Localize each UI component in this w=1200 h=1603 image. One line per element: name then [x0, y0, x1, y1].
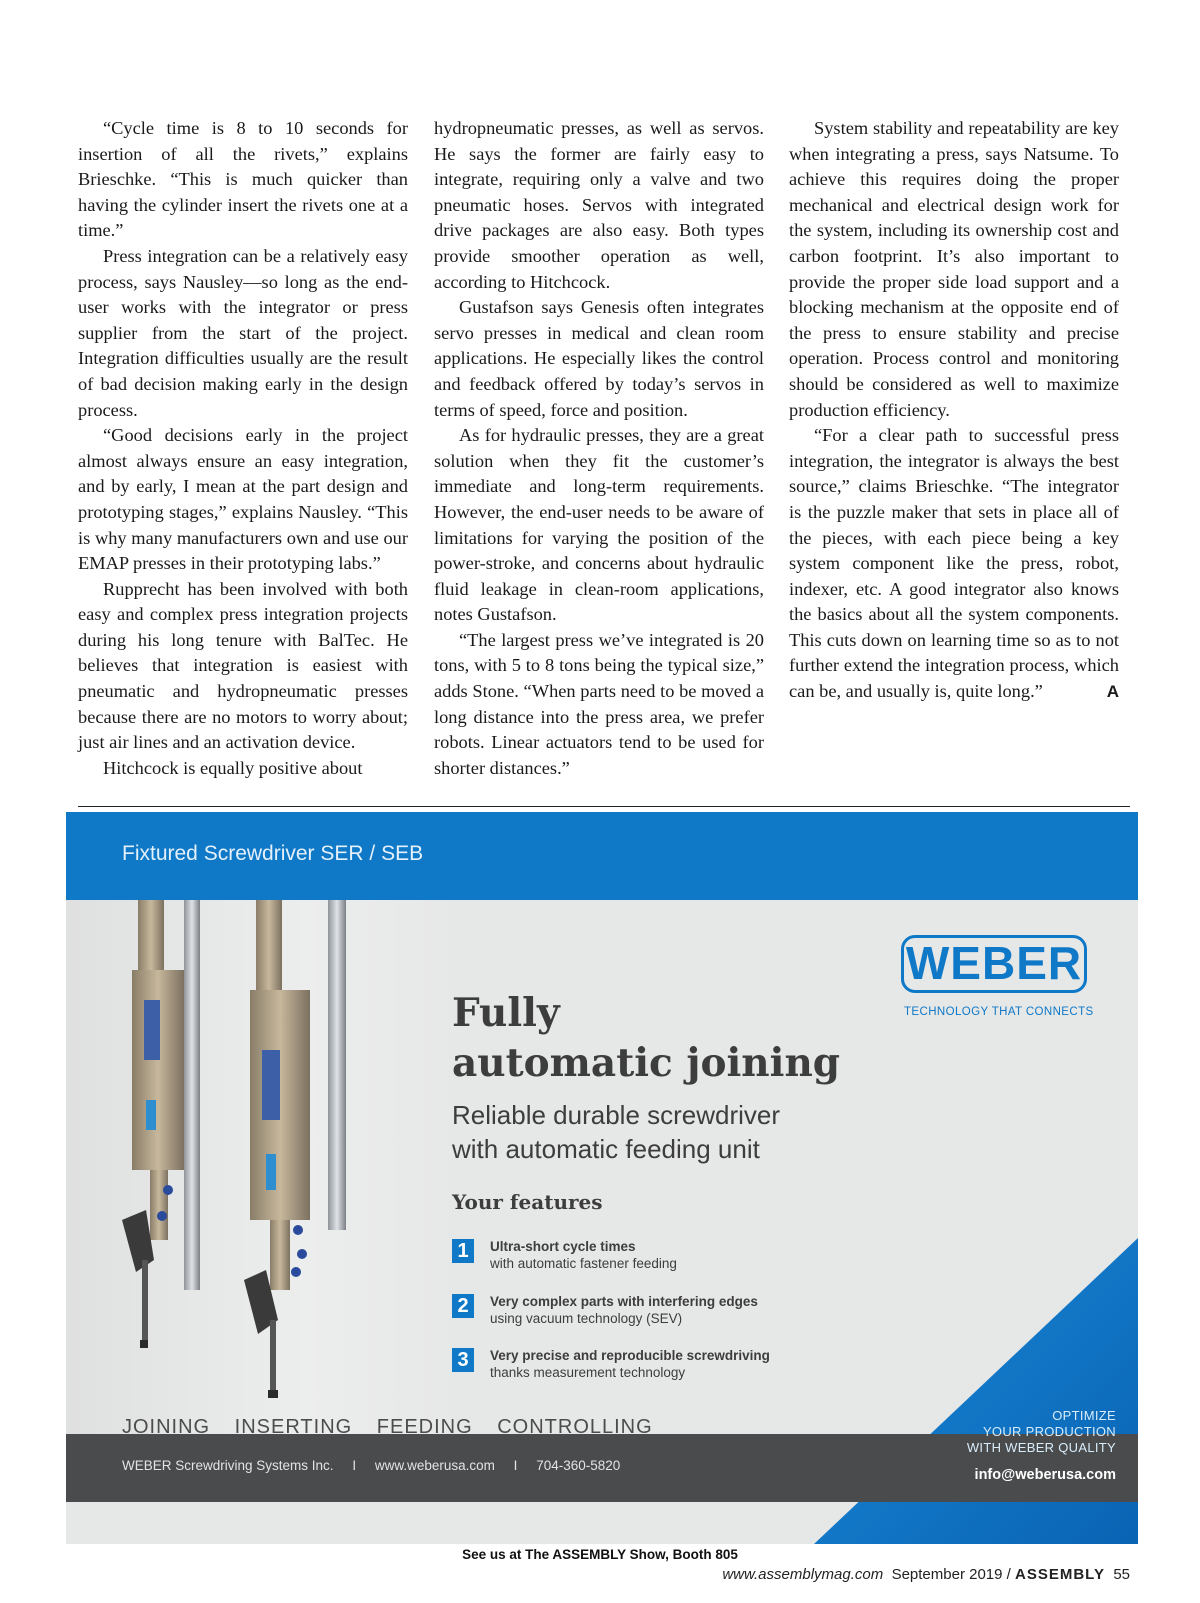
feature-number: 3: [452, 1348, 474, 1372]
page-footer: [722, 1566, 1130, 1583]
paragraph: Hitchcock is equally positive about: [103, 757, 363, 778]
slogan-line: OPTIMIZE: [1052, 1408, 1116, 1423]
paragraph: Gustafson says Genesis often integrates servo presses in medical and clean room applications. He especially likes the control and feedback offered by today’s servos in terms of speed, force and position.: [434, 297, 764, 420]
feature-text: [490, 1293, 758, 1327]
slogan-line: YOUR PRODUCTION: [982, 1424, 1116, 1439]
feature-bold: Very precise and reproducible screwdriving: [490, 1348, 770, 1363]
ad-footer-contact: [122, 1458, 620, 1473]
paragraph-text: “For a clear path to successful press integration, the integrator is always the best source,” claims Brieschke. “The integrator is the puzzle maker that sets in place all of the pieces, with each piece being a key system component like the press, robot, indexer, etc. A good integrator also knows the basics about all the system components. This cuts down on learning time so as to not further extend the integration process, which can be, and usually is, quite long.”: [789, 425, 1119, 702]
paragraph: “Cycle time is 8 to 10 seconds for insertion of all the rivets,” explains Brieschke. “This is much quicker than having the cylinder insert the rivets one at a time.”: [78, 118, 408, 241]
paragraph: Rupprecht has been involved with both easy and complex press integration projects during his long tenure with BalTec. He believes that integration is easiest with pneumatic and hydropneumatic presses because there are no motors to worry about; just air lines and an activation device.: [78, 578, 408, 753]
article-column-2: [434, 116, 764, 781]
screwdriver-product-photo: [66, 900, 466, 1440]
paragraph: [789, 423, 1119, 705]
booth-line: See us at The ASSEMBLY Show, Booth 805: [462, 1547, 738, 1562]
feature-bold: Very complex parts with interfering edges: [490, 1294, 758, 1309]
paragraph: As for hydraulic presses, they are a great solution when they fit the customer’s immediate and long-term requirements. However, the end-user needs to be aware of limitations for varying the position of the power-stroke, and concerns about hydraulic fluid leakage in clean-room applications, notes Gustafson.: [434, 425, 764, 625]
feature-text: [490, 1238, 677, 1272]
subhead-line-2: with automatic feeding unit: [452, 1134, 760, 1164]
slash: /: [1006, 1566, 1011, 1583]
article-column-3: [789, 116, 1119, 705]
separator: I: [513, 1458, 518, 1473]
slogan-line: WITH WEBER QUALITY: [966, 1440, 1116, 1455]
weber-logo[interactable]: WEBER: [901, 935, 1087, 993]
subhead-line-1: Reliable durable screwdriver: [452, 1100, 781, 1130]
feature-number: 1: [452, 1239, 474, 1263]
feature-bold: Ultra-short cycle times: [490, 1239, 636, 1254]
headline-line-2: automatic joining: [452, 1040, 841, 1086]
logo-tagline: TECHNOLOGY THAT CONNECTS: [904, 1006, 1094, 1018]
feature-text: [490, 1347, 770, 1381]
page-number: 55: [1113, 1566, 1130, 1583]
paragraph: “Good decisions early in the project almost always ensure an easy integration, and by early, I mean at the part design and prototyping stages,” explains Nausley. “This is why many manufacturers own and use our EMAP presses in their prototyping labs.”: [78, 425, 408, 574]
company-name: WEBER Screwdriving Systems Inc.: [122, 1458, 334, 1473]
features-title: Your features: [452, 1190, 603, 1214]
screwdriver-illustration: [66, 900, 466, 1440]
headline-line-1: Fully: [452, 990, 560, 1036]
ad-categories: JOINING INSERTING FEEDING CONTROLLING: [122, 1416, 653, 1438]
optimize-slogan: [936, 1408, 1116, 1456]
paragraph: System stability and repeatability are key when integrating a press, says Natsume. To achieve this requires doing the proper mechanical and electrical design work for the system, including its ownership cost and carbon footprint. It’s also important to provide the proper side load support and a blocking mechanism at the opposite end of the press to ensure stability and precise operation. Process control and monitoring should be considered as well to maximize production efficiency.: [789, 118, 1119, 420]
feature-number: 2: [452, 1294, 474, 1318]
ad-product-title: Fixtured Screwdriver SER / SEB: [122, 842, 424, 865]
end-mark: A: [1106, 682, 1119, 702]
article-column-1: [78, 116, 408, 781]
paragraph: Press integration can be a relatively easy process, says Nausley—so long as the end-user works with the integrator or press supplier from the start of the project. Integration difficulties usually are the result of bad decision making early in the design process.: [78, 245, 408, 420]
paragraph: “The largest press we’ve integrated is 20 tons, with 5 to 8 tons being the typical size,” adds Stone. “When parts need to be moved a long distance into the press area, we prefer robots. Linear actuators tend to be used for shorter distances.”: [434, 629, 764, 778]
feature-desc: thanks measurement technology: [490, 1365, 686, 1380]
site-url: www.assemblymag.com: [722, 1566, 884, 1583]
separator: I: [352, 1458, 357, 1473]
phone-number: 704-360-5820: [536, 1458, 621, 1473]
issue-date: September 2019: [891, 1566, 1003, 1583]
divider-rule: [78, 806, 1130, 807]
ad-subhead: [452, 1098, 780, 1166]
magazine-name: ASSEMBLY: [1015, 1566, 1105, 1583]
feature-desc: using vacuum technology (SEV): [490, 1311, 683, 1326]
ad-headline: [452, 988, 840, 1088]
feature-desc: with automatic fastener feeding: [490, 1256, 677, 1271]
weber-advertisement[interactable]: [66, 812, 1138, 1544]
email-link[interactable]: info@weberusa.com: [974, 1467, 1116, 1483]
website-link[interactable]: www.weberusa.com: [374, 1458, 495, 1473]
paragraph: hydropneumatic presses, as well as servos. He says the former are fairly easy to integrate, requiring only a valve and two pneumatic hoses. Servos with integrated drive packages are also easy. Both types provide smoother operation as well, according to Hitchcock.: [434, 118, 764, 292]
